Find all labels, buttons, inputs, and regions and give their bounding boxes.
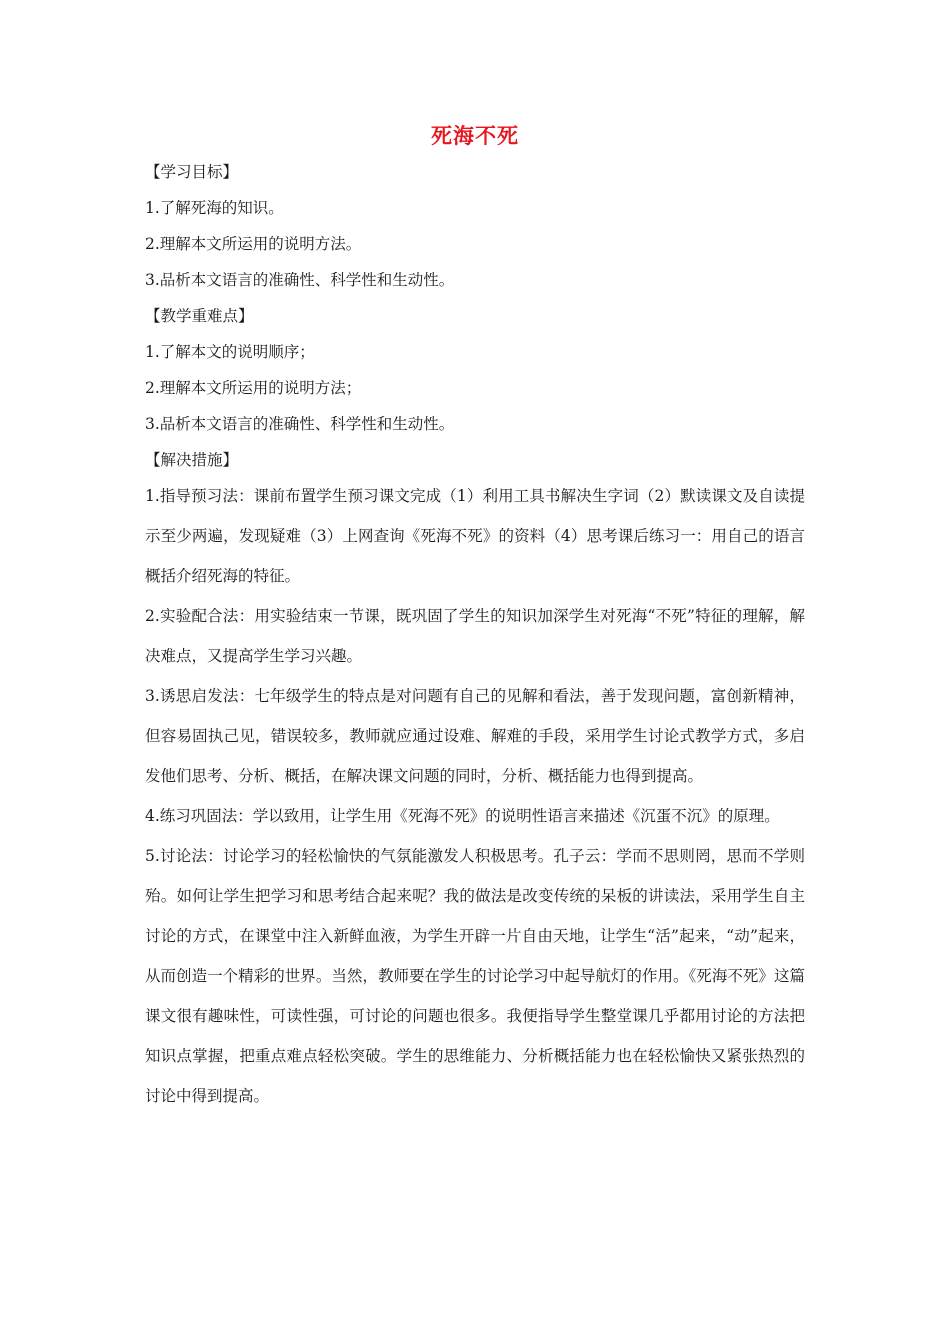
goal-item: 1.了解死海的知识。 bbox=[145, 199, 284, 217]
goal-item: 2.理解本文所运用的说明方法。 bbox=[145, 235, 362, 253]
goal-item: 3.品析本文语言的准确性、科学性和生动性。 bbox=[145, 271, 455, 289]
key-point-item: 1.了解本文的说明顺序； bbox=[145, 343, 315, 361]
section-heading-measures: 【解决措施】 bbox=[145, 451, 239, 469]
measure-paragraph: 1.指导预习法：课前布置学生预习课文完成（1）利用工具书解决生字词（2）默读课文及自读提示至少两遍，发现疑难（3）上网查询《死海不死》的资料（4）思考课后练习一：用自己的语言概括介绍死海的特征。 bbox=[145, 487, 805, 585]
section-heading-key-points: 【教学重难点】 bbox=[145, 307, 254, 325]
measure-paragraph: 5.讨论法：讨论学习的轻松愉快的气氛能激发人积极思考。孔子云：学而不思则罔，思而不学则殆。如何让学生把学习和思考结合起来呢？我的做法是改变传统的呆板的讲读法，采用学生自主讨论的方式，在课堂中注入新鲜血液，为学生开辟一片自由天地，让学生“活”起来，“动”起来，从而创造一个精彩的世界。当然，教师要在学生的讨论学习中起导航灯的作用。《死海不死》这篇课文很有趣味性，可读性强，可讨论的问题也很多。我便指导学生整堂课几乎都用讨论的方法把知识点掌握，把重点难点轻松突破。学生的思维能力、分析概括能力也在轻松愉快又紧张热烈的讨论中得到提高。 bbox=[145, 847, 805, 1105]
key-point-item: 3.品析本文语言的准确性、科学性和生动性。 bbox=[145, 415, 455, 433]
measure-paragraph: 3.诱思启发法：七年级学生的特点是对问题有自己的见解和看法，善于发现问题，富创新精神，但容易固执己见，错误较多，教师就应通过设难、解难的手段，采用学生讨论式教学方式，多启发他们思考、分析、概括，在解决课文问题的同时，分析、概括能力也得到提高。 bbox=[145, 687, 805, 785]
section-heading-goals: 【学习目标】 bbox=[145, 163, 239, 181]
document-body bbox=[145, 160, 805, 1116]
measure-paragraph: 2.实验配合法：用实验结束一节课，既巩固了学生的知识加深学生对死海“不死”特征的理解，解决难点，又提高学生学习兴趣。 bbox=[145, 607, 805, 665]
document-title: 死海不死 bbox=[431, 124, 519, 148]
key-point-item: 2.理解本文所运用的说明方法； bbox=[145, 379, 362, 397]
measure-paragraph: 4.练习巩固法：学以致用，让学生用《死海不死》的说明性语言来描述《沉蛋不沉》的原理。 bbox=[145, 807, 780, 825]
